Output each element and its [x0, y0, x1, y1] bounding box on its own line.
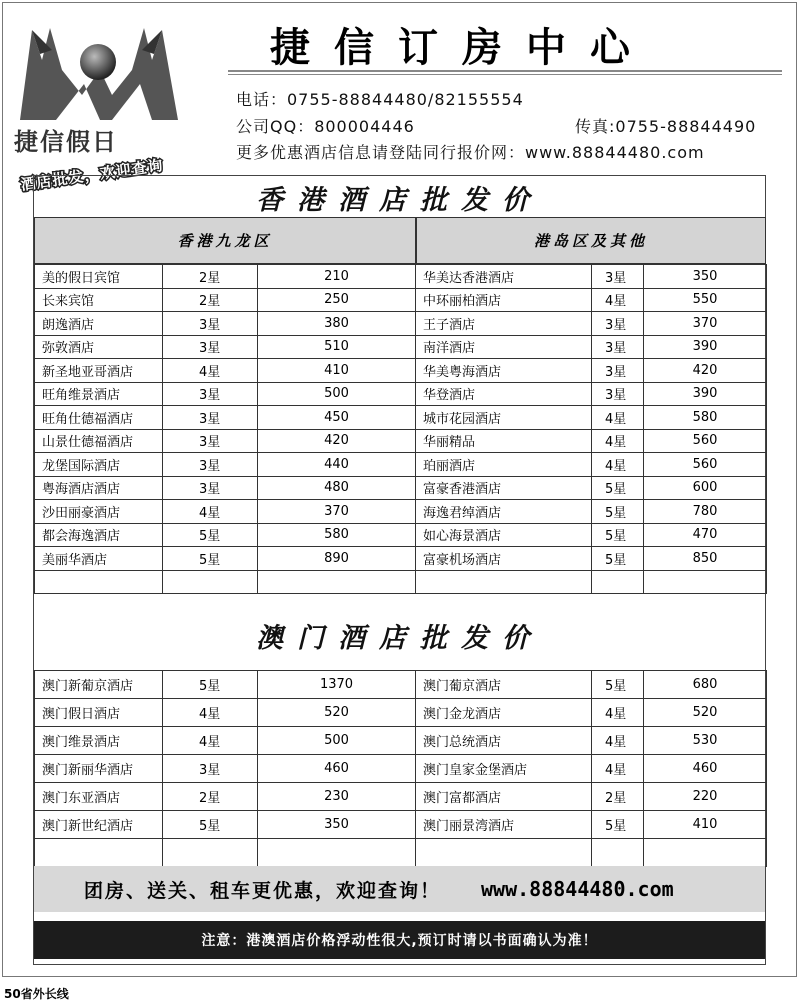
- star-rating: 3星: [163, 312, 258, 336]
- hotel-name: 山景仕德福酒店: [35, 429, 163, 453]
- price: 220: [644, 783, 767, 811]
- star-rating: 5星: [592, 500, 644, 524]
- hotel-name: 澳门新葡京酒店: [35, 671, 163, 699]
- hotel-name: 澳门皇家金堡酒店: [416, 755, 592, 783]
- star-rating: 3星: [592, 335, 644, 359]
- star-rating: 2星: [163, 783, 258, 811]
- price: 500: [258, 382, 416, 406]
- price: [258, 570, 416, 594]
- hotel-name: 澳门假日酒店: [35, 699, 163, 727]
- table-row: [35, 265, 767, 289]
- table-row: [35, 382, 767, 406]
- hotel-name: 王子酒店: [416, 312, 592, 336]
- price: 520: [258, 699, 416, 727]
- star-rating: 4星: [592, 727, 644, 755]
- price: 230: [258, 783, 416, 811]
- price-list: [33, 175, 766, 965]
- table-row: [35, 783, 767, 811]
- hotel-name: 海逸君绰酒店: [416, 500, 592, 524]
- star-rating: 4星: [163, 699, 258, 727]
- star-rating: 4星: [592, 429, 644, 453]
- price: 600: [644, 476, 767, 500]
- star-rating: 5星: [163, 523, 258, 547]
- star-rating: 2星: [163, 288, 258, 312]
- hotel-name: 粤海酒店酒店: [35, 476, 163, 500]
- star-rating: 3星: [163, 453, 258, 477]
- star-rating: 5星: [592, 671, 644, 699]
- hotel-name: 中环丽柏酒店: [416, 288, 592, 312]
- table-row: [35, 429, 767, 453]
- hotel-name: 澳门丽景湾酒店: [416, 811, 592, 839]
- hotel-name: 澳门富都酒店: [416, 783, 592, 811]
- hotel-name: 美的假日宾馆: [35, 265, 163, 289]
- price: 780: [644, 500, 767, 524]
- table-row: [35, 547, 767, 571]
- star-rating: 4星: [592, 288, 644, 312]
- price: 370: [258, 500, 416, 524]
- price: 450: [258, 406, 416, 430]
- price: 460: [644, 755, 767, 783]
- price: 890: [258, 547, 416, 571]
- price: 580: [258, 523, 416, 547]
- table-row: [35, 406, 767, 430]
- star-rating: 3星: [163, 406, 258, 430]
- table-row: [35, 671, 767, 699]
- hotel-name: 澳门新丽华酒店: [35, 755, 163, 783]
- hotel-name: 南洋酒店: [416, 335, 592, 359]
- hotel-name: 华登酒店: [416, 382, 592, 406]
- hotel-name: 华丽精品: [416, 429, 592, 453]
- price: 380: [258, 312, 416, 336]
- hotel-name: 澳门葡京酒店: [416, 671, 592, 699]
- hotel-name: 富豪机场酒店: [416, 547, 592, 571]
- hotel-name: 富豪香港酒店: [416, 476, 592, 500]
- promo-text: 团房、送关、租车更优惠，欢迎查询！: [84, 879, 442, 902]
- hotel-name: 旺角仕德福酒店: [35, 406, 163, 430]
- hotel-name: 朗逸酒店: [35, 312, 163, 336]
- hotel-name: 弥敦酒店: [35, 335, 163, 359]
- star-rating: 4星: [592, 453, 644, 477]
- price: 530: [644, 727, 767, 755]
- price: [644, 570, 767, 594]
- price: 350: [258, 811, 416, 839]
- hotel-name: 沙田丽豪酒店: [35, 500, 163, 524]
- price: 460: [258, 755, 416, 783]
- hotel-name: 澳门新世纪酒店: [35, 811, 163, 839]
- notice-bar: 注意：港澳酒店价格浮动性很大,预订时请以书面确认为准！: [34, 921, 765, 959]
- hotel-name: [416, 839, 592, 867]
- star-rating: 4星: [163, 500, 258, 524]
- promo-url[interactable]: www.88844480.com: [481, 877, 674, 901]
- table-row: [35, 811, 767, 839]
- star-rating: 5星: [592, 811, 644, 839]
- title-rule: [228, 70, 782, 75]
- star-rating: 3星: [592, 382, 644, 406]
- price: 350: [644, 265, 767, 289]
- star-rating: [592, 570, 644, 594]
- hotel-name: 澳门金龙酒店: [416, 699, 592, 727]
- price: [644, 839, 767, 867]
- hotel-name: 龙堡国际酒店: [35, 453, 163, 477]
- price: 250: [258, 288, 416, 312]
- qq-text: 公司QQ：800004446: [236, 117, 415, 136]
- star-rating: 3星: [163, 476, 258, 500]
- star-rating: 3星: [163, 429, 258, 453]
- price: 560: [644, 429, 767, 453]
- star-rating: 5星: [163, 671, 258, 699]
- star-rating: 4星: [163, 727, 258, 755]
- price: 370: [644, 312, 767, 336]
- hk-price-table: [34, 264, 767, 594]
- star-rating: [163, 570, 258, 594]
- phone-text: 电话：0755-88844480/82155554: [236, 90, 524, 109]
- hotel-name: 长来宾馆: [35, 288, 163, 312]
- price: 410: [258, 359, 416, 383]
- brand-name: 捷信假日: [14, 127, 118, 156]
- table-row: [35, 570, 767, 594]
- star-rating: 5星: [592, 547, 644, 571]
- hotel-name: 澳门维景酒店: [35, 727, 163, 755]
- star-rating: 2星: [163, 265, 258, 289]
- hotel-name: 珀丽酒店: [416, 453, 592, 477]
- price: 550: [644, 288, 767, 312]
- hk-section-title: 香港酒店批发价: [256, 185, 543, 216]
- star-rating: 5星: [163, 811, 258, 839]
- price: 500: [258, 727, 416, 755]
- hotel-name: 澳门总统酒店: [416, 727, 592, 755]
- star-rating: 4星: [592, 699, 644, 727]
- price: 560: [644, 453, 767, 477]
- more-info-text: 更多优惠酒店信息请登陆同行报价网：www.88844480.com: [236, 143, 705, 162]
- table-row: [35, 312, 767, 336]
- price: 440: [258, 453, 416, 477]
- hotel-name: [416, 570, 592, 594]
- macau-section-title: 澳门酒店批发价: [256, 623, 543, 654]
- hotel-name: 美丽华酒店: [35, 547, 163, 571]
- price: 1370: [258, 671, 416, 699]
- price: 850: [644, 547, 767, 571]
- star-rating: 3星: [163, 335, 258, 359]
- hotel-name: 城市花园酒店: [416, 406, 592, 430]
- price: 510: [258, 335, 416, 359]
- star-rating: 4星: [592, 755, 644, 783]
- price: 390: [644, 335, 767, 359]
- star-rating: 3星: [163, 755, 258, 783]
- table-row: [35, 476, 767, 500]
- star-rating: 3星: [592, 312, 644, 336]
- price: 420: [644, 359, 767, 383]
- price: 520: [644, 699, 767, 727]
- star-rating: 4星: [592, 406, 644, 430]
- hotel-name: 华美达香港酒店: [416, 265, 592, 289]
- price: 470: [644, 523, 767, 547]
- hk-column-headers: [34, 217, 766, 264]
- slogan-text: 酒店批发，欢迎查询: [19, 156, 165, 194]
- hotel-name: 都会海逸酒店: [35, 523, 163, 547]
- hotel-name: [35, 570, 163, 594]
- table-row: [35, 727, 767, 755]
- table-row: [35, 699, 767, 727]
- hk-left-header: 香港九龙区: [34, 217, 416, 264]
- table-row: [35, 288, 767, 312]
- star-rating: 3星: [592, 265, 644, 289]
- star-rating: 4星: [163, 359, 258, 383]
- star-rating: 3星: [592, 359, 644, 383]
- table-row: [35, 755, 767, 783]
- page-title: 捷信订房中心: [270, 25, 654, 71]
- fax-text: 传真:0755-88844490: [575, 117, 757, 136]
- star-rating: [163, 839, 258, 867]
- table-row: [35, 453, 767, 477]
- hk-right-header: 港岛区及其他: [416, 217, 766, 264]
- hotel-name: 旺角维景酒店: [35, 382, 163, 406]
- price: 420: [258, 429, 416, 453]
- table-row: [35, 359, 767, 383]
- table-row: [35, 523, 767, 547]
- price: 390: [644, 382, 767, 406]
- star-rating: 2星: [592, 783, 644, 811]
- price: [258, 839, 416, 867]
- star-rating: 5星: [163, 547, 258, 571]
- price: 410: [644, 811, 767, 839]
- table-row: [35, 839, 767, 867]
- price: 210: [258, 265, 416, 289]
- hotel-name: 华美粤海酒店: [416, 359, 592, 383]
- hotel-name: 澳门东亚酒店: [35, 783, 163, 811]
- price: 680: [644, 671, 767, 699]
- hotel-name: [35, 839, 163, 867]
- hotel-name: 新圣地亚哥酒店: [35, 359, 163, 383]
- footer-note: 50省外长线: [4, 987, 69, 1001]
- star-rating: [592, 839, 644, 867]
- promo-banner: [34, 866, 765, 912]
- macau-price-table: [34, 670, 767, 867]
- star-rating: 5星: [592, 476, 644, 500]
- table-row: [35, 500, 767, 524]
- hotel-name: 如心海景酒店: [416, 523, 592, 547]
- price: 480: [258, 476, 416, 500]
- star-rating: 3星: [163, 382, 258, 406]
- table-row: [35, 335, 767, 359]
- price: 580: [644, 406, 767, 430]
- star-rating: 5星: [592, 523, 644, 547]
